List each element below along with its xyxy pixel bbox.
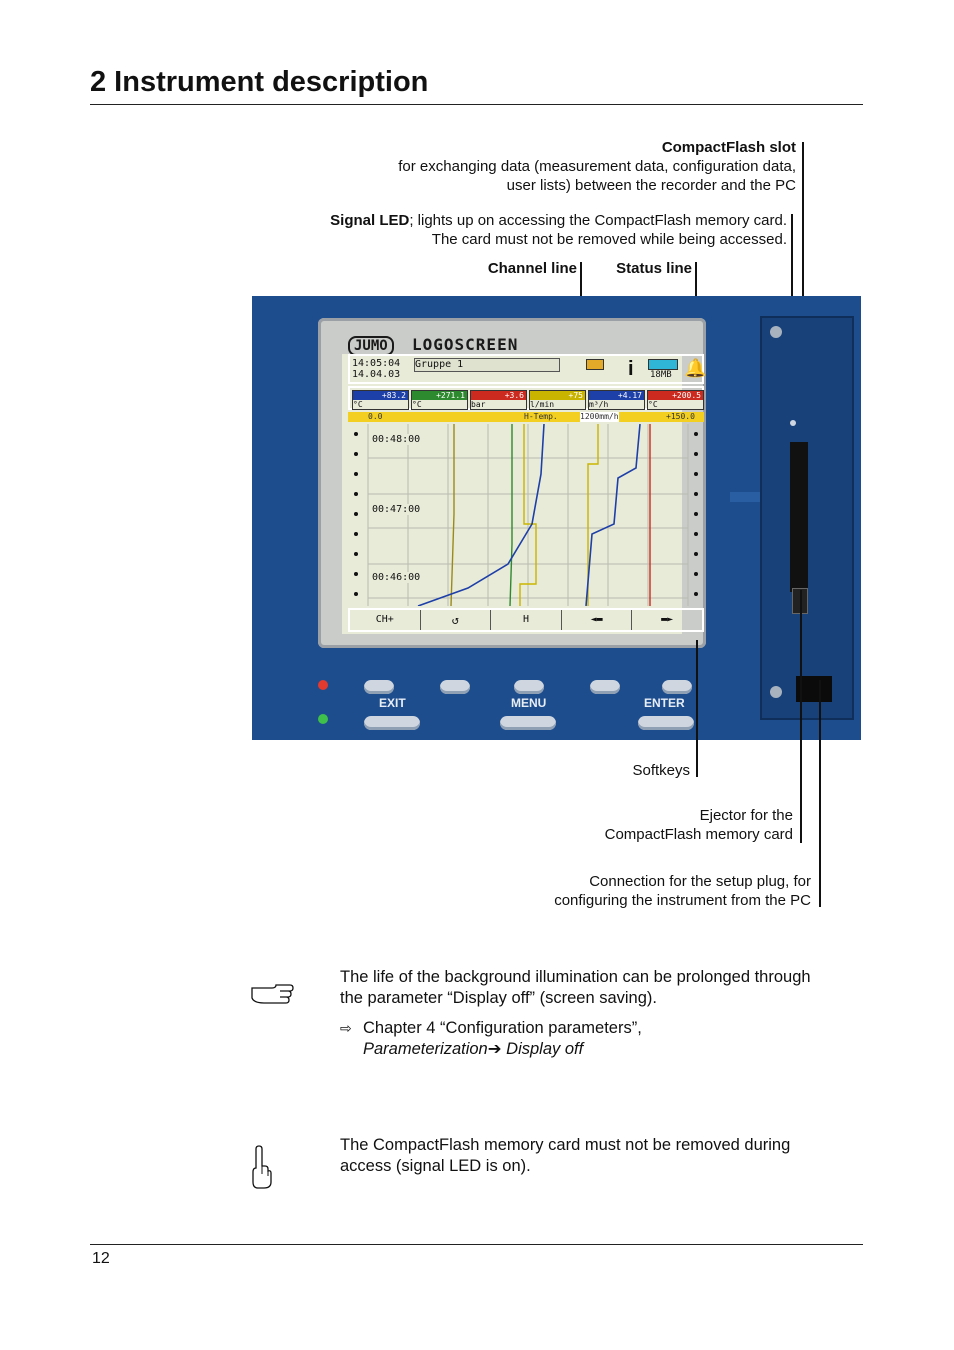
power-led xyxy=(318,714,328,724)
warning-hand-icon xyxy=(250,1144,274,1190)
status-line-label: Status line xyxy=(616,260,692,277)
softkey-scroll-right[interactable]: ▬► xyxy=(661,614,674,625)
ejector-desc-2: CompactFlash memory card xyxy=(604,826,793,843)
channel-line xyxy=(348,386,704,410)
note-warning-line-1: The CompactFlash memory card must not be removed during xyxy=(340,1136,791,1154)
ejector-leader xyxy=(800,590,802,843)
reference-arrow-separator: ➔ xyxy=(487,1040,502,1058)
channel-unit-1: °C xyxy=(353,400,363,409)
hardware-softkey-2[interactable] xyxy=(440,680,470,694)
channel-unit-2: °C xyxy=(412,400,422,409)
enter-label: ENTER xyxy=(644,696,685,710)
hardware-softkey-1[interactable] xyxy=(364,680,394,694)
lcd-screen xyxy=(342,354,707,634)
setup-desc-1: Connection for the setup plug, for xyxy=(589,873,811,890)
channel-cell-6 xyxy=(647,390,704,410)
channel-unit-3: bar xyxy=(471,400,486,409)
softkeys-leader xyxy=(696,640,698,777)
scale-speed: 1200mm/h xyxy=(580,412,619,421)
channel-line-label: Channel line xyxy=(487,260,577,277)
cf-slot-desc-1: for exchanging data (measurement data, configuration data, xyxy=(398,158,796,175)
time-label-3: 00:46:00 xyxy=(372,572,421,583)
exit-button[interactable] xyxy=(364,716,420,730)
note-illumination-line-1: The life of the background illumination can be prolonged through xyxy=(340,968,811,986)
scale-max: +150.0 xyxy=(666,412,695,421)
header-rule xyxy=(90,104,863,105)
channel-unit-4: l/min xyxy=(530,400,555,409)
battery-icon xyxy=(586,359,604,370)
reference-line-1: Chapter 4 “Configuration parameters”, xyxy=(363,1019,642,1037)
time-label-1: 00:48:00 xyxy=(372,434,421,445)
alarm-bell-icon: 🔔 xyxy=(684,358,707,378)
brand-logo: JUMO xyxy=(348,336,394,356)
enter-button[interactable] xyxy=(638,716,694,730)
menu-button[interactable] xyxy=(500,716,556,730)
channel-value-4: +75 xyxy=(530,391,585,400)
reference-parameterization: Parameterization xyxy=(363,1040,488,1058)
card-slot-panel xyxy=(760,316,854,720)
softkey-refresh[interactable]: ↺ xyxy=(421,610,492,630)
channel-value-5: +4.17 xyxy=(589,391,644,400)
display-bezel xyxy=(318,318,706,648)
callout-cf-slot xyxy=(276,138,796,195)
cf-slot-title: CompactFlash slot xyxy=(661,139,796,156)
channel-cell-2 xyxy=(411,390,468,410)
reference-line-2 xyxy=(363,1039,860,1060)
note-illumination-line-2: the parameter “Display off” (screen saving). xyxy=(340,989,657,1007)
ejector-desc-1: Ejector for the xyxy=(699,807,793,824)
date-readout: 14.04.03 xyxy=(352,369,401,380)
time-label-2: 00:47:00 xyxy=(372,504,421,515)
reference-display-off: Display off xyxy=(501,1040,584,1058)
memory-readout: 18MB xyxy=(650,370,672,380)
channel-cell-4 xyxy=(529,390,586,410)
exit-label: EXIT xyxy=(379,696,406,710)
scale-bar xyxy=(348,412,704,422)
channel-value-2: +271.1 xyxy=(412,391,467,400)
reference-arrow-icon: ⇨ xyxy=(340,1020,352,1036)
hardware-softkey-4[interactable] xyxy=(590,680,620,694)
slot-flap xyxy=(730,492,762,502)
screw-top-icon xyxy=(770,326,782,338)
hardware-softkey-5[interactable] xyxy=(662,680,692,694)
callout-signal-led xyxy=(227,211,787,249)
scale-min: 0.0 xyxy=(368,412,383,421)
compactflash-slot[interactable] xyxy=(790,442,808,592)
alarm-led xyxy=(318,680,328,690)
page-number: 12 xyxy=(92,1250,110,1267)
group-name: Gruppe 1 xyxy=(414,358,560,372)
clock xyxy=(352,358,400,380)
callout-ejector xyxy=(480,806,793,844)
channel-cell-5 xyxy=(588,390,645,410)
hardware-softkey-3[interactable] xyxy=(514,680,544,694)
softkey-scroll-left[interactable]: ◄▬ xyxy=(562,610,633,630)
channel-unit-6: °C xyxy=(648,400,658,409)
setup-leader xyxy=(819,680,821,907)
pointing-hand-icon xyxy=(250,980,294,1006)
recorder-device xyxy=(252,296,861,740)
status-line xyxy=(348,354,707,384)
softkeys-label: Softkeys xyxy=(632,762,690,779)
page-title: 2 Instrument description xyxy=(90,66,429,98)
softkey-bar xyxy=(348,608,704,632)
memory-card-icon xyxy=(648,359,678,370)
channel-cell-3 xyxy=(470,390,527,410)
signal-led-title: Signal LED xyxy=(330,212,410,229)
callout-setup xyxy=(440,872,811,910)
note-illumination xyxy=(340,967,860,1009)
channel-value-3: +3.6 xyxy=(471,391,526,400)
channel-unit-5: m³/h xyxy=(589,400,609,409)
softkey-hold[interactable]: H xyxy=(491,610,562,630)
product-logo: LOGOSCREEN xyxy=(412,335,519,354)
softkey-channel-next[interactable]: CH+ xyxy=(350,610,421,630)
footer-rule xyxy=(90,1244,863,1245)
signal-led-desc-1: ; lights up on accessing the CompactFlash memory card. xyxy=(409,212,787,229)
signal-led-desc-2: The card must not be removed while being accessed. xyxy=(431,231,787,248)
setup-desc-2: configuring the instrument from the PC xyxy=(554,892,811,909)
channel-cell-1 xyxy=(352,390,409,410)
channel-value-6: +200.5 xyxy=(648,391,703,400)
note-warning-line-2: access (signal LED is on). xyxy=(340,1157,531,1175)
info-icon: i xyxy=(628,358,634,380)
signal-led xyxy=(790,420,796,426)
scale-name: H-Temp. xyxy=(524,412,558,421)
note-compactflash-warning xyxy=(340,1135,860,1177)
screw-bottom-icon xyxy=(770,686,782,698)
cross-reference xyxy=(340,1018,860,1060)
menu-label: MENU xyxy=(511,696,547,710)
time-readout: 14:05:04 xyxy=(352,358,401,369)
channel-value-1: +83.2 xyxy=(353,391,408,400)
cf-slot-desc-2: user lists) between the recorder and the PC xyxy=(506,177,796,194)
